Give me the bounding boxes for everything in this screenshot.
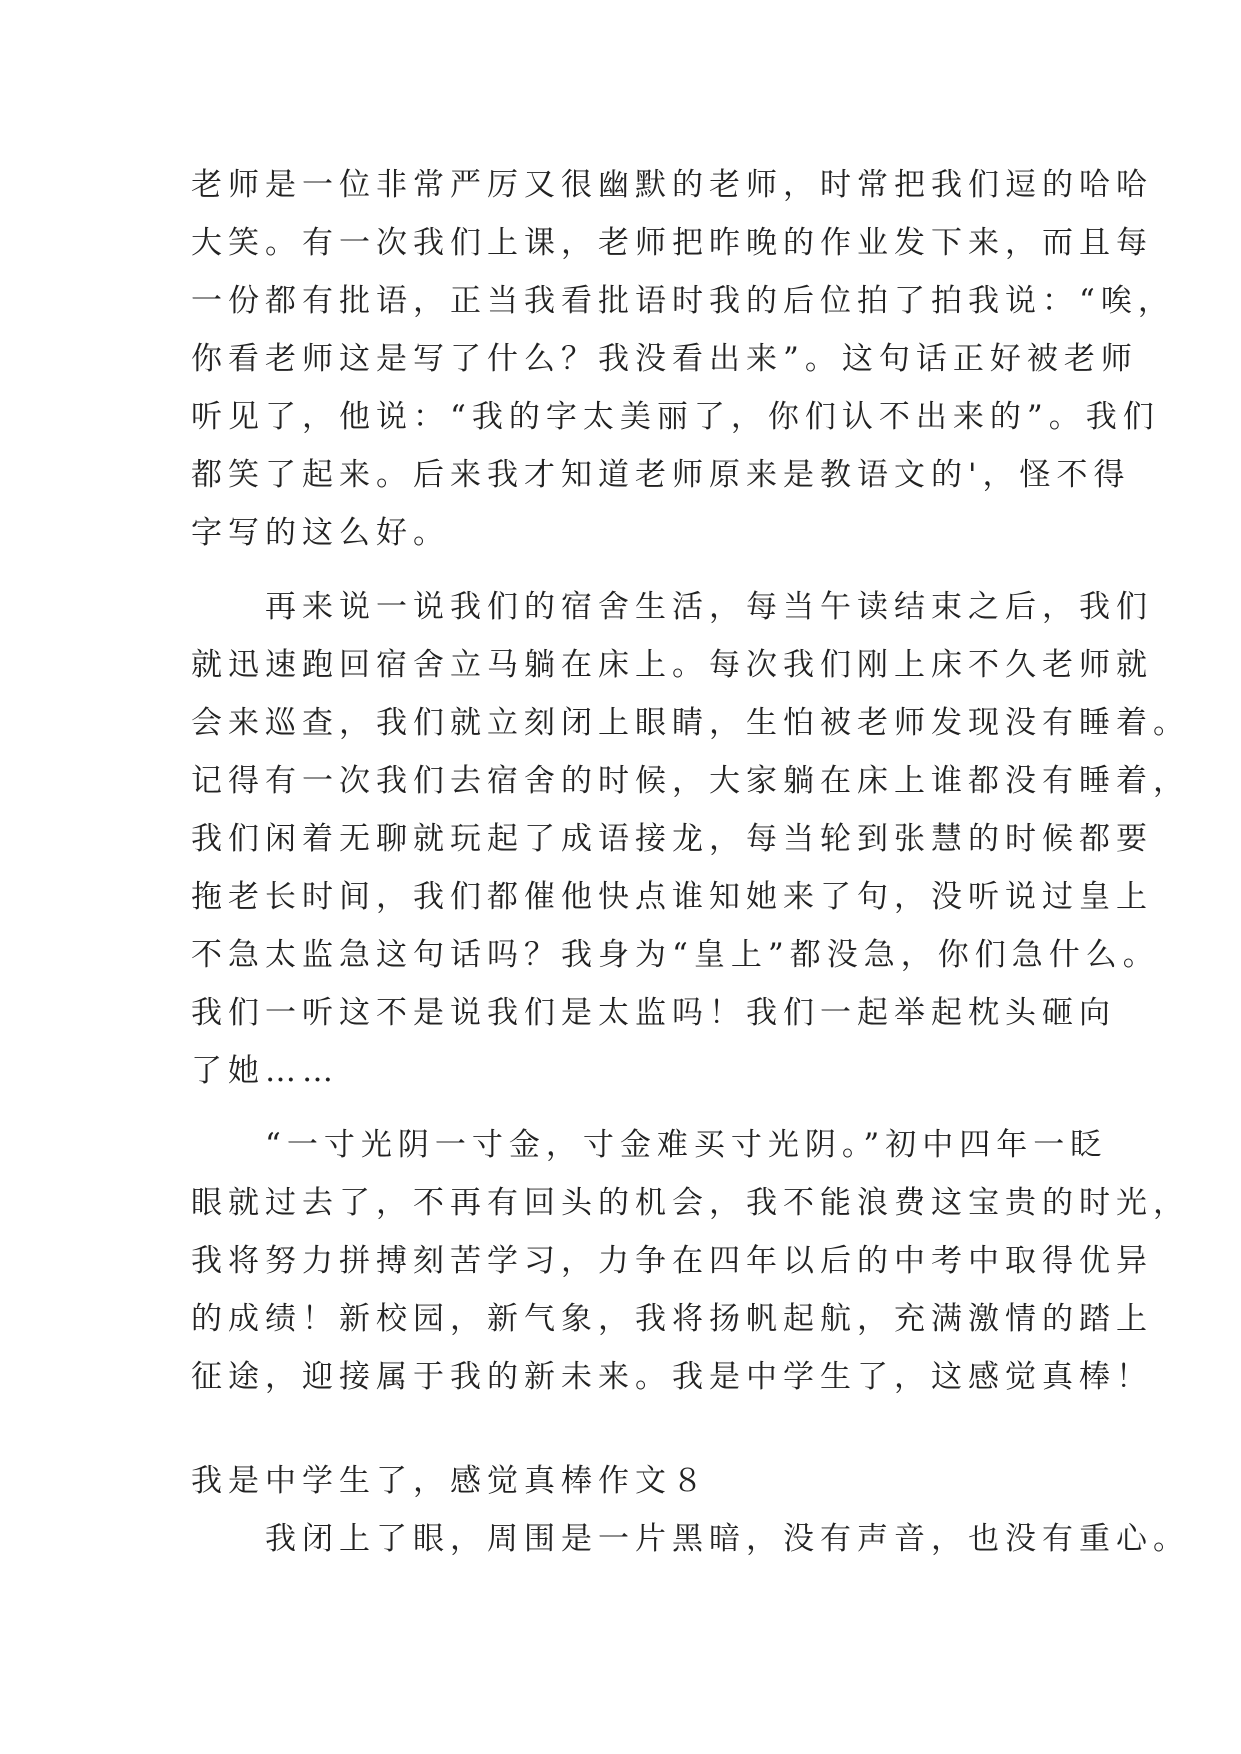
paragraph-teacher-story bbox=[191, 156, 1175, 562]
text-line: 了她…… bbox=[191, 1053, 339, 1089]
text-line: 记得有一次我们去宿舍的时候，大家躺在床上谁都没有睡着， bbox=[191, 763, 1190, 799]
text-line: 会来巡查，我们就立刻闭上眼睛，生怕被老师发现没有睡着。 bbox=[191, 705, 1190, 741]
text-line: 征途，迎接属于我的新未来。我是中学生了，这感觉真棒！ bbox=[191, 1359, 1153, 1395]
paragraph-spacer bbox=[191, 1100, 1051, 1116]
text-line: 字写的这么好。 bbox=[191, 515, 450, 551]
text-line: 再来说一说我们的宿舍生活，每当午读结束之后，我们 bbox=[191, 589, 1153, 625]
text-line: 眼就过去了，不再有回头的机会，我不能浪费这宝贵的时光， bbox=[191, 1185, 1190, 1221]
text-line: 大笑。有一次我们上课，老师把昨晚的作业发下来，而且每 bbox=[191, 225, 1153, 261]
text-line: 都笑了起来。后来我才知道老师原来是教语文的'，怪不得 bbox=[191, 457, 1131, 493]
section-spacer bbox=[191, 1406, 1051, 1452]
paragraph-dorm-life bbox=[191, 578, 1190, 1100]
paragraph-new-essay bbox=[191, 1510, 1190, 1568]
text-line: 听见了，他说：“我的字太美丽了，你们认不出来的”。我们 bbox=[191, 399, 1160, 435]
text-line: 的成绩！新校园，新气象，我将扬帆起航，充满激情的踏上 bbox=[191, 1301, 1153, 1337]
text-line: 我闭上了眼，周围是一片黑暗，没有声音，也没有重心。 bbox=[191, 1521, 1190, 1557]
text-line: 我们一听这不是说我们是太监吗！我们一起举起枕头砸向 bbox=[191, 995, 1116, 1031]
text-line: 我们闲着无聊就玩起了成语接龙，每当轮到张慧的时候都要 bbox=[191, 821, 1153, 857]
text-line: 就迅速跑回宿舍立马躺在床上。每次我们刚上床不久老师就 bbox=[191, 647, 1153, 683]
paragraph-conclusion bbox=[191, 1116, 1190, 1406]
document-body bbox=[191, 156, 1190, 1568]
text-line: 一份都有批语，正当我看批语时我的后位拍了拍我说：“唉， bbox=[191, 283, 1175, 319]
essay-heading: 我是中学生了，感觉真棒作文８ bbox=[191, 1463, 709, 1499]
paragraph-spacer bbox=[191, 562, 1051, 578]
text-line: 拖老长时间，我们都催他快点谁知她来了句，没听说过皇上 bbox=[191, 879, 1153, 915]
text-line: 我将努力拼搏刻苦学习，力争在四年以后的中考中取得优异 bbox=[191, 1243, 1153, 1279]
text-line: 你看老师这是写了什么？我没看出来”。这句话正好被老师 bbox=[191, 341, 1138, 377]
text-line: 老师是一位非常严厉又很幽默的老师，时常把我们逗的哈哈 bbox=[191, 167, 1153, 203]
text-line: 不急太监急这句话吗？我身为“皇上”都没急，你们急什么。 bbox=[191, 937, 1160, 973]
text-line: “一寸光阴一寸金，寸金难买寸光阴。”初中四年一眨 bbox=[191, 1127, 1108, 1163]
